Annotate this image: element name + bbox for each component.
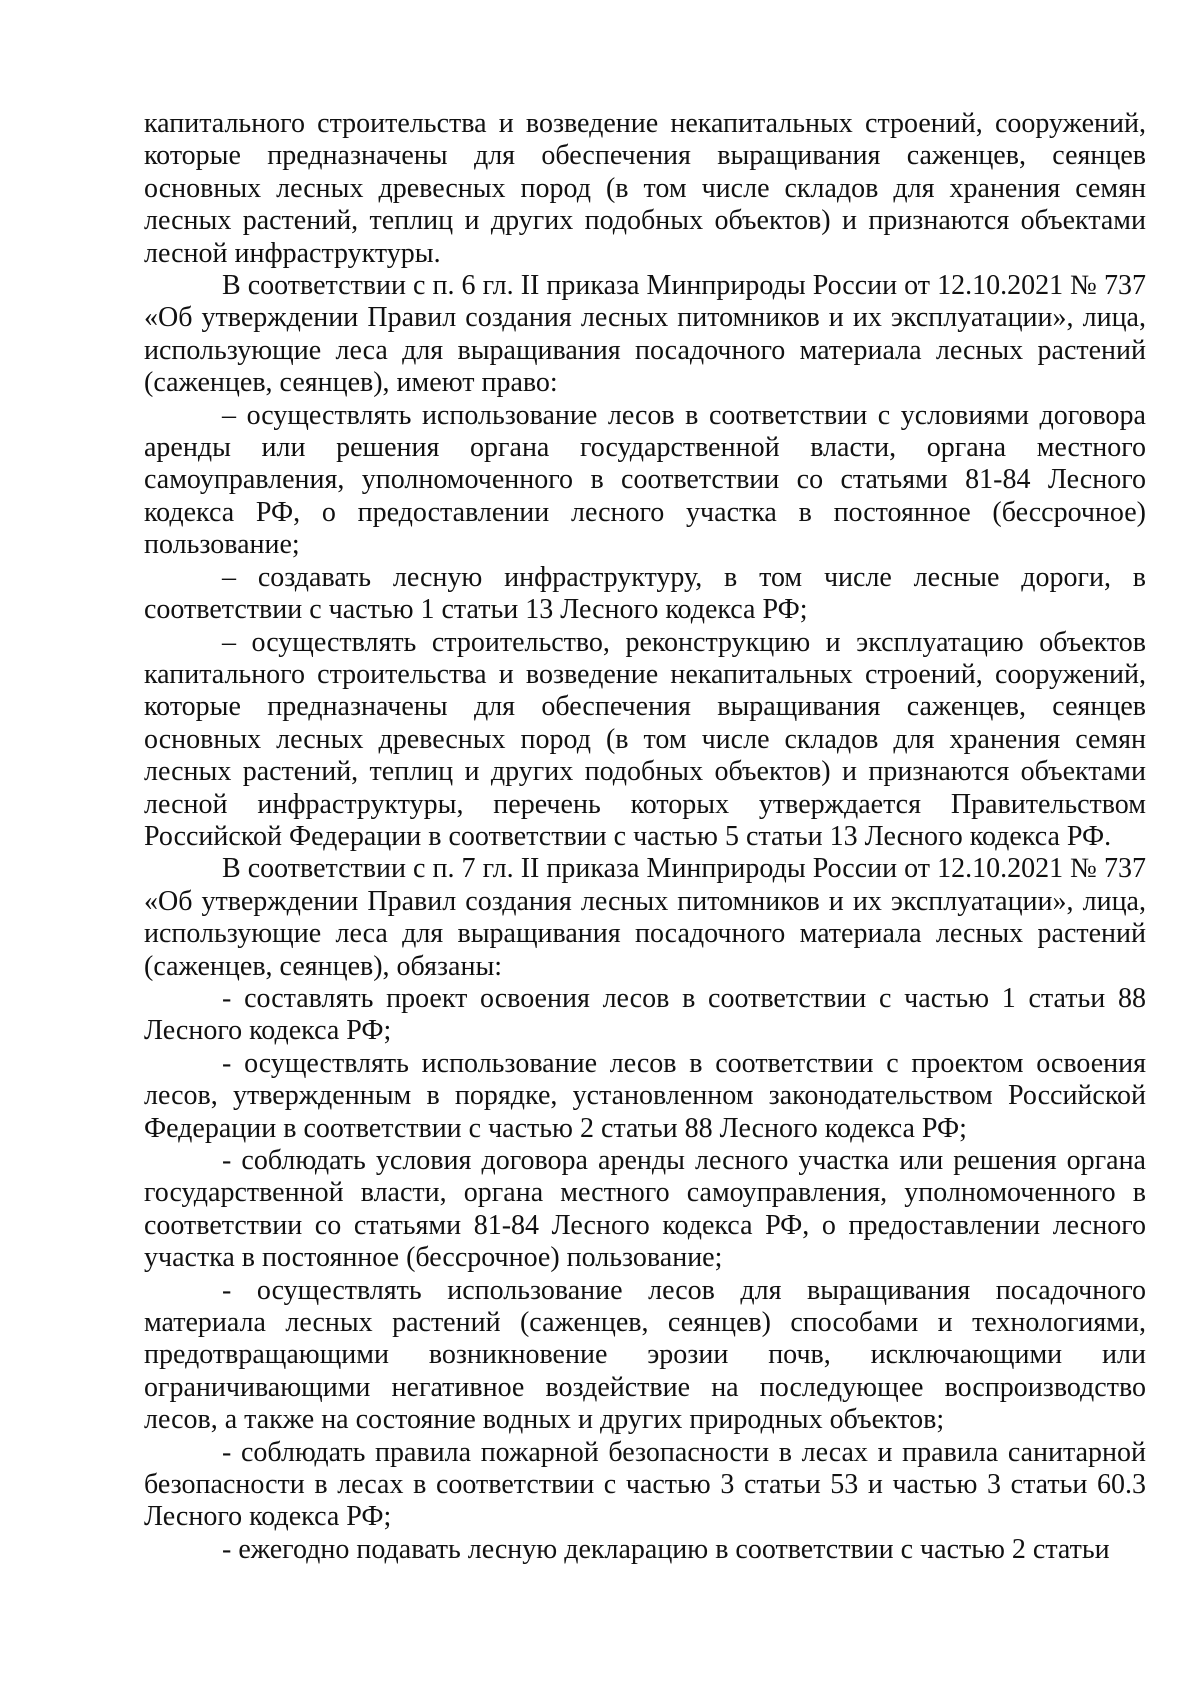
paragraph-continuation: капитального строительства и возведение некапитальных строений, сооружений, которые предназначены для обеспечения выращивания саженцев, сеянцев основных лесных древесных пород (в том числе складов для хранения семян лесных растений, теплиц и других подобных объектов) и признаются объектами лесной инфраструктуры. bbox=[144, 108, 1146, 269]
list-item-duty-6: - ежегодно подавать лесную декларацию в соответствии с частью 2 статьи bbox=[222, 1533, 1110, 1565]
paragraph-rights-intro: В соответствии с п. 6 гл. II приказа Минприроды России от 12.10.2021 № 737 «Об утверждении Правил создания лесных питомников и их эксплуатации», лица, использующие леса для выращивания посадочного материала лесных растений (саженцев, сеянцев), имеют право: bbox=[144, 270, 1146, 399]
paragraph-duties-intro: В соответствии с п. 7 гл. II приказа Минприроды России от 12.10.2021 № 737 «Об утверждении Правил создания лесных питомников и их эксплуатации», лица, использующие леса для выращивания посадочного материала лесных растений (саженцев, сеянцев), обязаны: bbox=[144, 853, 1146, 982]
document-page bbox=[144, 108, 1146, 1566]
list-item-right-1: – осуществлять использование лесов в соответствии с условиями договора аренды или решения органа государственной власти, органа местного самоуправления, уполномоченного в соответствии со статьями 81-84 Лесного кодекса РФ, о предоставлении лесного участка в постоянное (бессрочное) пользование; bbox=[144, 399, 1146, 561]
list-item-duty-1: - составлять проект освоения лесов в соответствии с частью 1 статьи 88 Лесного кодекса РФ; bbox=[144, 982, 1146, 1047]
list-item-right-3: – осуществлять строительство, реконструкцию и эксплуатацию объектов капитального строительства и возведение некапитальных строений, сооружений, которые предназначены для обеспечения выращивания саженцев, сеянцев основных лесных древесных пород (в том числе складов для хранения семян лесных растений, теплиц и других подобных объектов) и признаются объектами лесной инфраструктуры, перечень которых утверждается Правительством Российской Федерации в соответствии с частью 5 статьи 13 Лесного кодекса РФ. bbox=[144, 626, 1146, 852]
list-item-duty-5: - соблюдать правила пожарной безопасности в лесах и правила санитарной безопасности в лесах в соответствии с частью 3 статьи 53 и частью 3 статьи 60.3 Лесного кодекса РФ; bbox=[144, 1436, 1146, 1533]
list-item-right-2: – создавать лесную инфраструктуру, в том числе лесные дороги, в соответствии с частью 1 статьи 13 Лесного кодекса РФ; bbox=[144, 561, 1146, 626]
list-item-duty-2: - осуществлять использование лесов в соответствии с проектом освоения лесов, утвержденным в порядке, установленном законодательством Российской Федерации в соответствии с частью 2 статьи 88 Лесного кодекса РФ; bbox=[144, 1047, 1146, 1144]
list-item-duty-3: - соблюдать условия договора аренды лесного участка или решения органа государственной власти, органа местного самоуправления, уполномоченного в соответствии со статьями 81-84 Лесного кодекса РФ, о предоставлении лесного участка в постоянное (бессрочное) пользование; bbox=[144, 1145, 1146, 1274]
list-item-duty-4: - осуществлять использование лесов для выращивания посадочного материала лесных растений (саженцев, сеянцев) способами и технологиями, предотвращающими возникновение эрозии почв, исключающими или ограничивающими негативное воздействие на последующее воспроизводство лесов, а также на состояние водных и других природных объектов; bbox=[144, 1274, 1146, 1436]
